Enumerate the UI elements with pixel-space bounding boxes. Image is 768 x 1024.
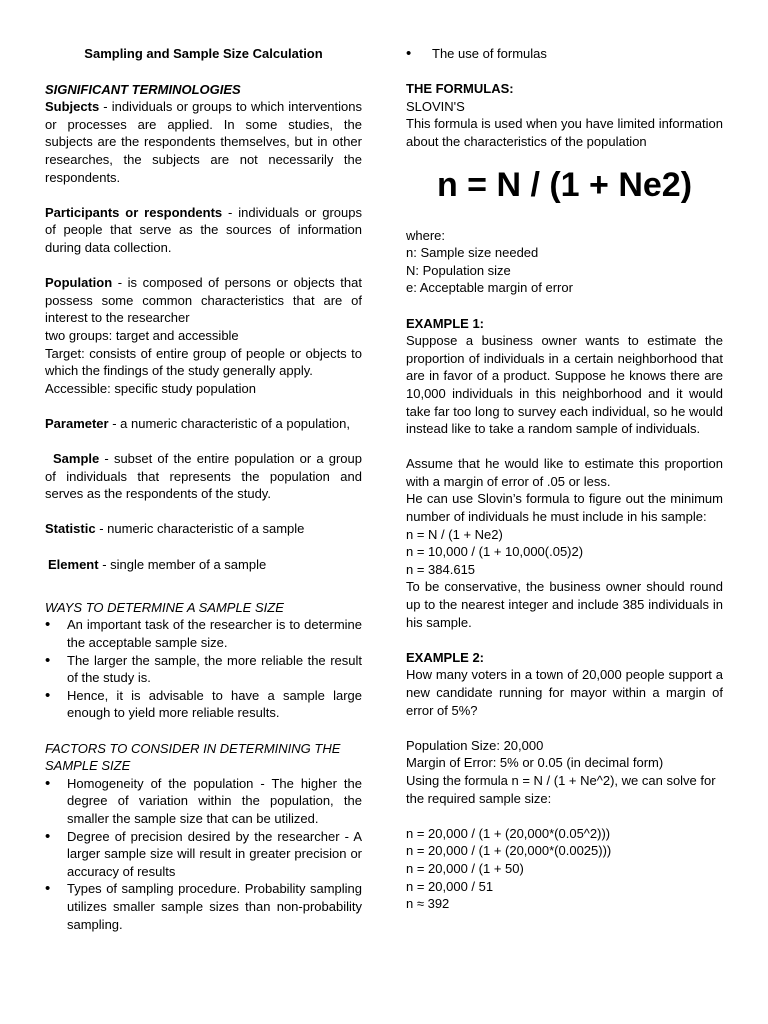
factors-list [45,775,362,933]
list-item: • Types of sampling procedure. Probability sampling utilizes smaller sample sizes than non-probability sampling. [45,880,362,933]
example1-assumption: Assume that he would like to estimate this proportion with a margin of error of .05 or less. [406,456,723,489]
population-target: Target: consists of entire group of people or objects to which the findings of the study generally apply. [45,345,362,379]
example1-paragraph: Suppose a business owner wants to estimate the proportion of individuals in a certain neighborhood that are in favor of a product. Suppose he knows there are 10,000 individuals in this neighborhood and it would take far too long to survey each individual, so he would instead like to take a random sample of individuals. [406,333,723,437]
element-definition [45,556,362,574]
population-groups: two groups: target and accessible [45,327,239,343]
example2-calc-line: n = 20,000 / (1 + (20,000*(0.05^2))) [406,825,611,841]
where-label: where: [406,227,446,243]
list-item: • The use of formulas [406,45,723,63]
list-item: • Hence, it is advisable to have a sample large enough to yield more reliable results. [45,687,362,722]
slovin-label: SLOVIN'S [406,98,465,114]
sample-definition [45,450,362,503]
left-column [45,45,362,933]
subjects-text: - individuals or groups to which interventions or processes are applied. In some studies, the subjects are the respondents themselves, but in other researches, the subjects are not necessarily the respondents. [45,99,362,185]
example1-calc-line: n = N / (1 + Ne2) [406,526,503,542]
statistic-text: - numeric characteristic of a sample [95,521,305,537]
list-item: • The larger the sample, the more reliable the result of the study is. [45,652,362,687]
example2-calc-line: n = 20,000 / (1 + (20,000*(0.0025))) [406,843,612,859]
factors-heading: FACTORS TO CONSIDER IN DETERMINING THE SAMPLE SIZE [45,740,341,774]
example2-heading: EXAMPLE 2: [406,649,485,665]
element-text: - single member of a sample [98,556,267,572]
example2-margin: Margin of Error: 5% or 0.05 (in decimal form) [406,755,664,771]
population-term: Population [45,275,113,291]
example1-heading: EXAMPLE 1: [406,315,485,331]
list-item: • Homogeneity of the population - The higher the degree of variation within the population, the smaller the sample size that can be utilized. [45,775,362,828]
parameter-definition [45,415,362,433]
document-title: Sampling and Sample Size Calculation [84,46,323,61]
example1-calc-line: n = 384.615 [406,561,476,577]
element-term: Element [48,556,99,572]
example1-conclusion: To be conservative, the business owner should round up to the nearest integer and include 385 individuals in his sample. [406,579,723,630]
population-accessible: Accessible: specific study population [45,380,257,396]
example2-question: How many voters in a town of 20,000 people support a new candidate running for mayor within a margin of error of 5%? [406,667,723,718]
population-text: - is composed of persons or objects that possess some common characteristics that are of interest to the researcher [45,275,362,326]
example1-calc-line: n = 10,000 / (1 + 10,000(.05)2) [406,544,584,560]
population-definition [45,274,362,327]
statistic-term: Statistic [45,521,96,537]
example2-calc-line: n ≈ 392 [406,896,450,912]
example2-calc-line: n = 20,000 / 51 [406,878,494,894]
ways-list [45,616,362,722]
formulas-heading: THE FORMULAS: [406,81,514,97]
formulas-bullet-list [406,45,723,63]
statistic-definition [45,520,362,538]
list-item: • An important task of the researcher is to determine the acceptable sample size. [45,616,362,651]
where-n: n: Sample size needed [406,245,539,261]
sample-term: Sample [53,451,100,467]
list-item: • Degree of precision desired by the researcher - A larger sample size will result in greater precision or accuracy of results [45,828,362,881]
example2-population: Population Size: 20,000 [406,737,544,753]
subjects-term: Subjects [45,99,100,115]
parameter-text: - a numeric characteristic of a population, [108,415,350,431]
example2-calc-line: n = 20,000 / (1 + 50) [406,860,524,876]
participants-text: - individuals or groups of people that serve as the sources of information during data collection. [45,204,362,255]
slovin-formula: n = N / (1 + Ne2) [436,165,693,204]
participants-term: Participants or respondents [45,204,223,220]
terminologies-heading: SIGNIFICANT TERMINOLOGIES [45,81,241,97]
right-column [406,45,723,913]
participants-definition [45,204,362,257]
slovin-description: This formula is used when you have limited information about the characteristics of the population [406,116,723,149]
where-N: N: Population size [406,262,511,278]
example2-using: Using the formula n = N / (1 + Ne^2), we can solve for the required sample size: [406,772,716,806]
subjects-definition [45,98,362,186]
sample-text: - subset of the entire population or a group of individuals that represents the population and serves as the respondents of the study. [45,451,362,502]
example1-slovin-use: He can use Slovin’s formula to figure out the minimum number of individuals he must include in his sample: [406,491,723,525]
where-e: e: Acceptable margin of error [406,280,573,296]
ways-heading: WAYS TO DETERMINE A SAMPLE SIZE [45,599,284,615]
parameter-term: Parameter [45,415,109,431]
